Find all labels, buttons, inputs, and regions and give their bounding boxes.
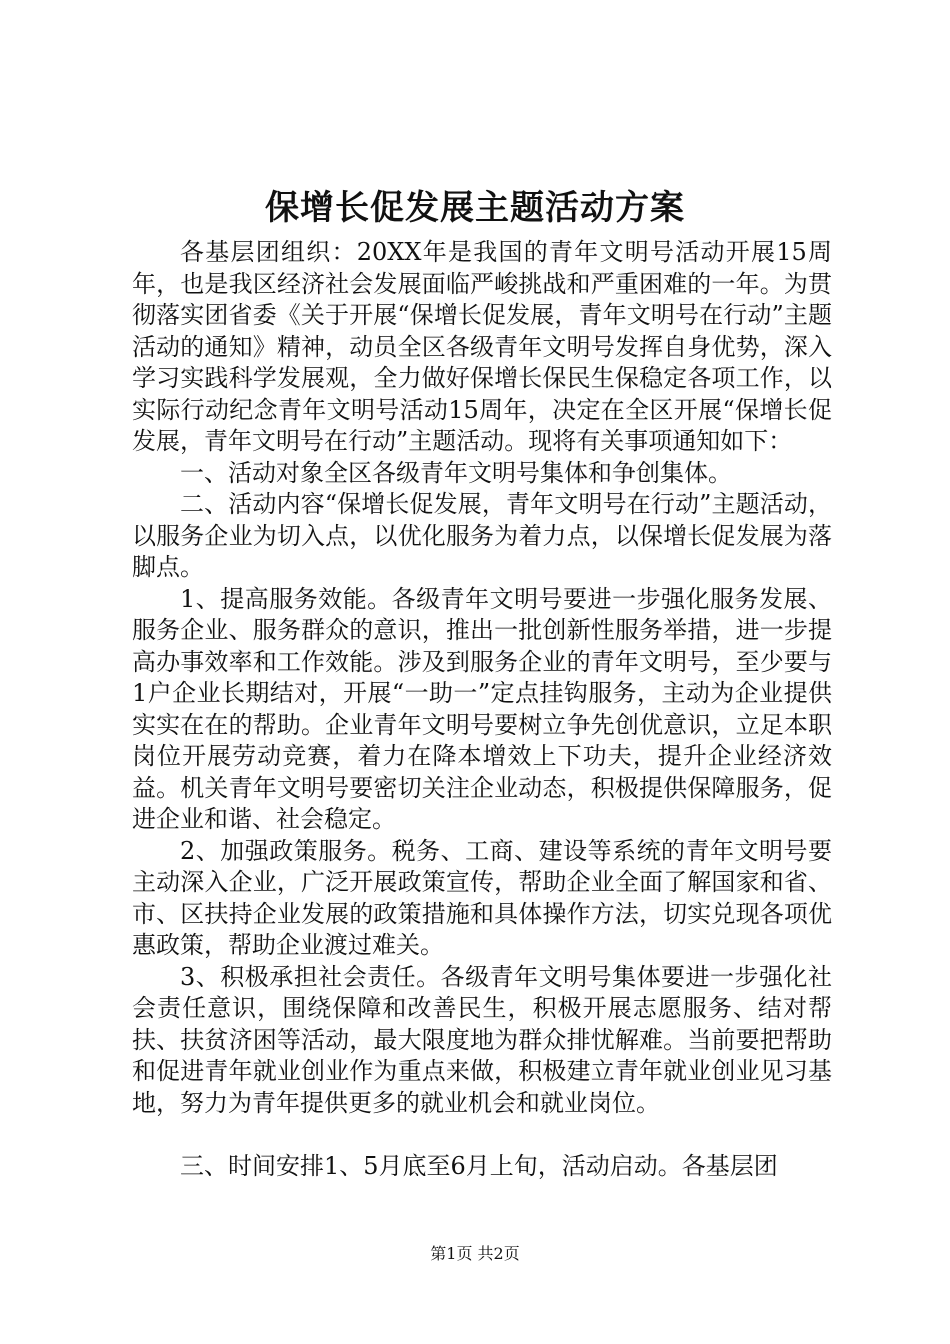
document-body (132, 237, 832, 1183)
paragraph-item-1: 1、提高服务效能。各级青年文明号要进一步强化服务发展、服务企业、服务群众的意识，推出一批创新性服务举措，进一步提高办事效率和工作效能。涉及到服务企业的青年文明号，至少要与1户企业长期结对，开展“一助一”定点挂钩服务，主动为企业提供实实在在的帮助。企业青年文明号要树立争先创优意识，立足本职岗位开展劳动竞赛，着力在降本增效上下功夫，提升企业经济效益。机关青年文明号要密切关注企业动态，积极提供保障服务，促进企业和谐、社会稳定。 (132, 584, 832, 833)
document-title: 保增长促发展主题活动方案 (265, 188, 685, 228)
paragraph-intro: 各基层团组织：20XX年是我国的青年文明号活动开展15周年，也是我区经济社会发展面临严峻挑战和严重困难的一年。为贯彻落实团省委《关于开展“保增长促发展，青年文明号在行动”主题活动的通知》精神，动员全区各级青年文明号发挥自身优势，深入学习实践科学发展观，全力做好保增长保民生保稳定各项工作，以实际行动纪念青年文明号活动15周年，决定在全区开展“保增长促发展，青年文明号在行动”主题活动。现将有关事项通知如下： (132, 238, 832, 455)
paragraph-section-1: 一、活动对象全区各级青年文明号集体和争创集体。 (180, 458, 732, 487)
page-number-footer: 第1页 共2页 (430, 1244, 520, 1263)
paragraph-section-2: 二、活动内容“保增长促发展，青年文明号在行动”主题活动，以服务企业为切入点，以优化服务为着力点，以保增长促发展为落脚点。 (132, 490, 832, 581)
paragraph-item-2: 2、加强政策服务。税务、工商、建设等系统的青年文明号要主动深入企业，广泛开展政策宣传，帮助企业全面了解国家和省、市、区扶持企业发展的政策措施和具体操作方法，切实兑现各项优惠政策，帮助企业渡过难关。 (132, 836, 832, 959)
paragraph-item-3: 3、积极承担社会责任。各级青年文明号集体要进一步强化社会责任意识，围绕保障和改善民生，积极开展志愿服务、结对帮扶、扶贫济困等活动，最大限度地为群众排忧解难。当前要把帮助和促进青年就业创业作为重点来做，积极建立青年就业创业见习基地，努力为青年提供更多的就业机会和就业岗位。 (132, 962, 832, 1117)
paragraph-section-3: 三、时间安排1、5月底至6月上旬，活动启动。各基层团 (180, 1152, 778, 1180)
